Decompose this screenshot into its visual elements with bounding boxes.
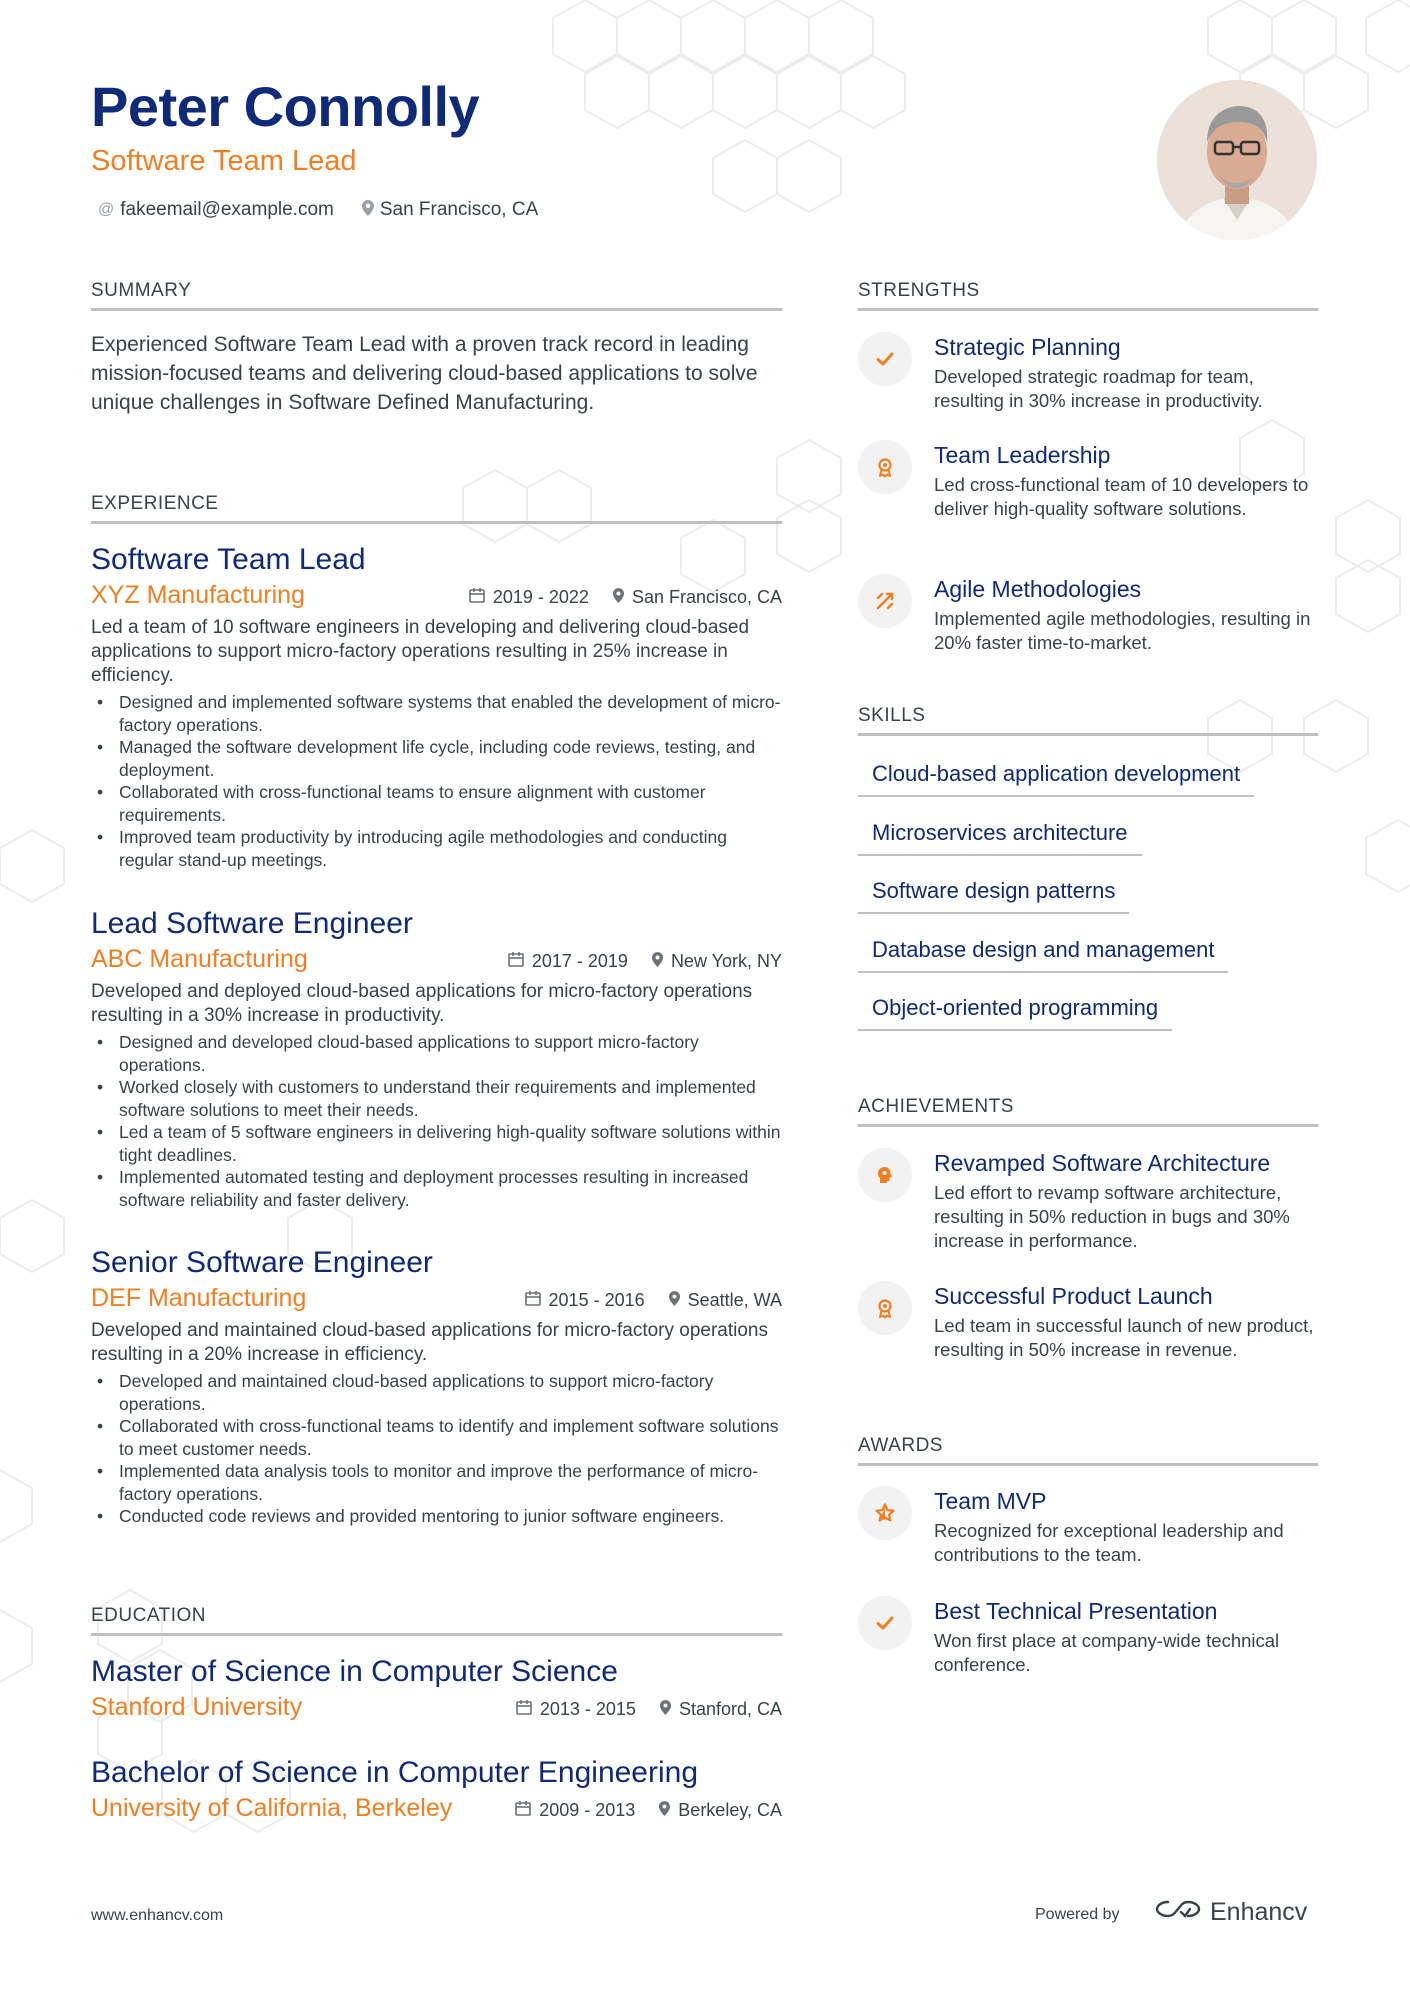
degree-title: Master of Science in Computer Science (91, 1655, 618, 1688)
email-text: fakeemail@example.com (120, 199, 334, 220)
award-description: Recognized for exceptional leadership and contributions to the team. (934, 1520, 1284, 1565)
skill-tag: Microservices architecture (858, 820, 1142, 856)
school-location (660, 1699, 782, 1720)
footer-website-link[interactable]: www.enhancv.com (91, 1907, 224, 1924)
school-name: Stanford University (91, 1693, 303, 1721)
location-contact (362, 199, 538, 221)
bullet-item: • Managed the software development life cycle, including code reviews, testing, and deployment. (91, 736, 782, 781)
school-name: University of California, Berkeley (91, 1794, 453, 1822)
experience-entry (91, 541, 782, 871)
checkmark-icon (858, 1596, 912, 1650)
award-item (858, 1596, 1318, 1677)
location-pin-icon (362, 200, 374, 221)
enhancv-brand[interactable] (1154, 1898, 1307, 1927)
degree-title: Bachelor of Science in Computer Engineering (91, 1756, 699, 1789)
star-icon (858, 1486, 912, 1540)
bullet-item: • Designed and developed cloud-based applications to support micro-factory operations. (91, 1031, 782, 1076)
strength-item (858, 440, 1318, 521)
location-text: New York, NY (670, 951, 782, 971)
location-text: San Francisco, CA (631, 587, 782, 607)
skills-heading: SKILLS (858, 705, 1318, 736)
location-pin-icon (660, 1700, 671, 1720)
date-range (469, 587, 589, 608)
date-text: 2015 - 2016 (548, 1290, 645, 1310)
date-text: 2017 - 2019 (531, 951, 628, 971)
email-contact[interactable] (98, 199, 334, 221)
arrows-icon (858, 574, 912, 628)
calendar-icon (508, 951, 524, 972)
date-text: 2009 - 2013 (539, 1800, 636, 1820)
job-title: Software Team Lead (91, 543, 366, 576)
company-name: XYZ Manufacturing (91, 581, 305, 609)
bullet-item: • Implemented data analysis tools to monitor and improve the performance of micro-factory operations. (91, 1460, 782, 1505)
job-location (669, 1290, 782, 1311)
achievement-title: Revamped Software Architecture (934, 1150, 1271, 1176)
location-text: Stanford, CA (678, 1699, 782, 1719)
award-ribbon-icon (858, 1281, 912, 1335)
strength-description: Implemented agile methodologies, resulting in 20% faster time-to-market. (934, 608, 1311, 653)
strength-title: Strategic Planning (934, 334, 1121, 360)
company-name: DEF Manufacturing (91, 1284, 307, 1312)
candidate-title: Software Team Lead (91, 145, 357, 177)
strength-item (858, 332, 1318, 413)
location-text: Berkeley, CA (678, 1800, 782, 1820)
award-title: Best Technical Presentation (934, 1598, 1218, 1624)
job-description: Developed and deployed cloud-based applications for micro-factory operations resulting in a 30% increase in productivity. (91, 981, 753, 1026)
award-ribbon-icon (858, 440, 912, 494)
achievements-heading: ACHIEVEMENTS (858, 1096, 1318, 1127)
achievement-item (858, 1148, 1318, 1253)
calendar-icon (515, 1800, 531, 1821)
skill-tag: Cloud-based application development (858, 761, 1254, 797)
location-pin-icon (613, 588, 624, 608)
job-description: Developed and maintained cloud-based applications for micro-factory operations resulting in a 20% increase in efficiency. (91, 1320, 768, 1365)
education-entry (91, 1653, 782, 1722)
achievement-description: Led team in successful launch of new product, resulting in 50% increase in revenue. (934, 1315, 1314, 1360)
strengths-heading: STRENGTHS (858, 280, 1318, 311)
at-sign-icon: @ (98, 201, 115, 218)
experience-entry (91, 1244, 782, 1528)
award-title: Team MVP (934, 1488, 1047, 1514)
location-pin-icon (652, 952, 663, 972)
date-range (508, 951, 628, 972)
achievement-description: Led effort to revamp software architecture, resulting in 50% reduction in bugs and 30% increase in performance. (934, 1182, 1290, 1251)
award-item (858, 1486, 1318, 1567)
awards-heading: AWARDS (858, 1435, 1318, 1466)
location-text: Seattle, WA (687, 1290, 782, 1310)
bullet-item: • Conducted code reviews and provided mentoring to junior software engineers. (91, 1505, 782, 1528)
date-text: 2019 - 2022 (492, 587, 589, 607)
location-text: San Francisco, CA (379, 199, 539, 220)
bullet-item: • Developed and maintained cloud-based applications to support micro-factory operations. (91, 1370, 782, 1415)
education-heading: EDUCATION (91, 1605, 782, 1636)
bullet-item: • Led a team of 5 software engineers in delivering high-quality software solutions within tight deadlines. (91, 1121, 782, 1166)
enhancv-wordmark: Enhancv (1210, 1898, 1308, 1926)
enhancv-logo-icon (1154, 1898, 1202, 1927)
skill-tag: Database design and management (858, 937, 1228, 973)
checkmark-icon (858, 332, 912, 386)
calendar-icon (525, 1290, 541, 1311)
job-bullets (91, 1370, 782, 1528)
summary-text: Experienced Software Team Lead with a proven track record in leading mission-focused teams and delivering cloud-based applications to solve unique challenges in Software Defined Manufacturing. (91, 333, 758, 414)
achievement-title: Successful Product Launch (934, 1283, 1213, 1309)
strength-item (858, 574, 1318, 655)
achievement-item (858, 1281, 1318, 1362)
company-name: ABC Manufacturing (91, 945, 308, 973)
bullet-item: • Collaborated with cross-functional teams to ensure alignment with customer requirements. (91, 781, 782, 826)
calendar-icon (516, 1699, 532, 1720)
strength-title: Team Leadership (934, 442, 1111, 468)
bullet-item: • Implemented automated testing and deployment processes resulting in increased software reliability and faster delivery. (91, 1166, 782, 1211)
date-range (515, 1800, 635, 1821)
date-range (516, 1699, 636, 1720)
date-text: 2013 - 2015 (539, 1699, 636, 1719)
job-bullets (91, 691, 782, 871)
experience-entry (91, 905, 782, 1211)
bullet-item: • Collaborated with cross-functional teams to identify and implement software solutions to meet customer needs. (91, 1415, 782, 1460)
skill-tag: Software design patterns (858, 878, 1129, 914)
summary-heading: SUMMARY (91, 280, 782, 311)
education-entry (91, 1754, 782, 1823)
profile-photo (1157, 80, 1317, 240)
location-pin-icon (659, 1801, 670, 1821)
job-description: Led a team of 10 software engineers in developing and delivering cloud-based applications to support micro-factory operations resulting in 25% increase in efficiency. (91, 617, 750, 686)
strength-description: Developed strategic roadmap for team, resulting in 30% increase in productivity. (934, 366, 1263, 411)
strength-description: Led cross-functional team of 10 developers to deliver high-quality software solutions. (934, 474, 1309, 519)
calendar-icon (469, 587, 485, 608)
job-location (613, 587, 782, 608)
job-bullets (91, 1031, 782, 1211)
job-title: Senior Software Engineer (91, 1246, 433, 1279)
strength-title: Agile Methodologies (934, 576, 1142, 602)
date-range (525, 1290, 645, 1311)
contact-row (98, 199, 538, 221)
powered-by-label: Powered by (1035, 1906, 1120, 1923)
award-description: Won first place at company-wide technical conference. (934, 1630, 1280, 1675)
skill-tag: Object-oriented programming (858, 995, 1172, 1031)
head-idea-icon (858, 1148, 912, 1202)
job-title: Lead Software Engineer (91, 907, 413, 940)
bullet-item: • Improved team productivity by introducing agile methodologies and conducting regular stand-up meetings. (91, 826, 782, 871)
bullet-item: • Designed and implemented software systems that enabled the development of micro-factory operations. (91, 691, 782, 736)
candidate-name: Peter Connolly (91, 75, 480, 138)
location-pin-icon (669, 1291, 680, 1311)
bullet-item: • Worked closely with customers to understand their requirements and implemented software solutions to meet their needs. (91, 1076, 782, 1121)
job-location (652, 951, 782, 972)
school-location (659, 1800, 782, 1821)
experience-heading: EXPERIENCE (91, 493, 782, 524)
